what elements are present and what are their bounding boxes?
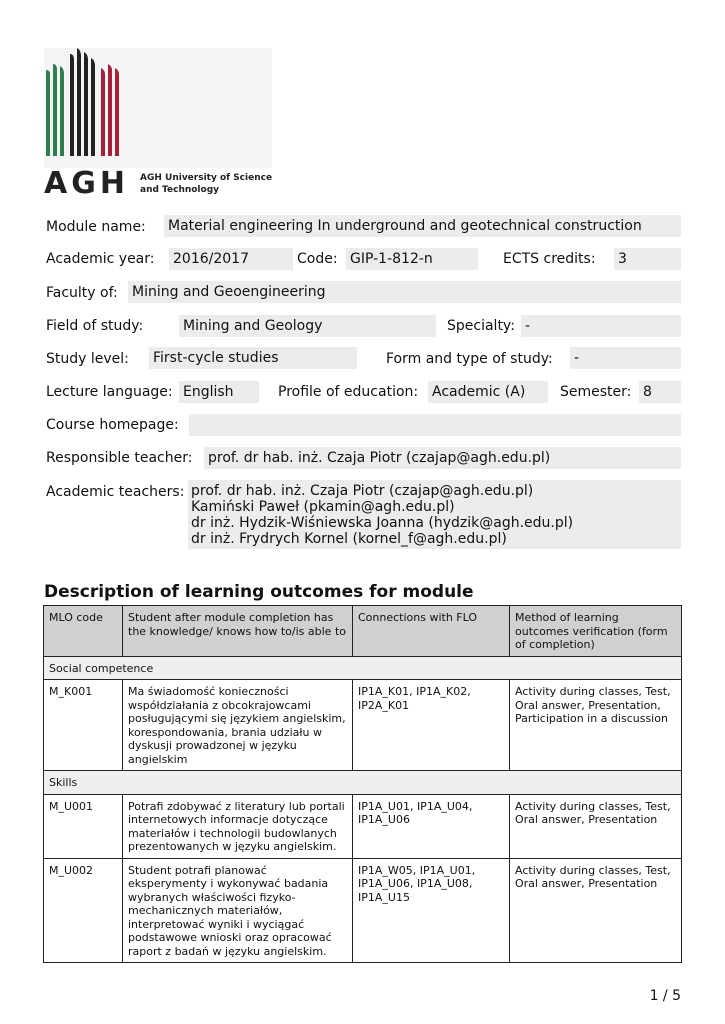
agh-logo	[44, 48, 274, 201]
section-title-cell: Social competence	[44, 656, 682, 680]
semester-value: 8	[639, 381, 681, 403]
page-number: 1 / 5	[649, 988, 681, 1004]
field-of-study-value: Mining and Geology	[179, 315, 436, 337]
section-title: Description of learning outcomes for module	[44, 582, 474, 602]
agh-emblem-icon	[44, 48, 124, 160]
table-section-row	[44, 771, 682, 795]
form-of-study-value: -	[570, 347, 681, 369]
study-level-value: First-cycle studies	[149, 347, 357, 369]
verification-cell: Activity during classes, Test, Oral answer, Presentation	[510, 858, 682, 963]
responsible-teacher-label: Responsible teacher:	[46, 450, 193, 466]
module-name-value: Material engineering In underground and geotechnical construction	[164, 215, 681, 237]
specialty-label: Specialty:	[447, 318, 515, 334]
description-cell: Potrafi zdobywać z literatury lub portali internetowych informacje dotyczące materiałów i technologii budowlanych prezentowanych w języku angielskim.	[123, 794, 353, 858]
verification-cell: Activity during classes, Test, Oral answer, Presentation, Participation in a discussion	[510, 680, 682, 771]
table-header-row	[44, 606, 682, 657]
academic-year-value: 2016/2017	[169, 248, 293, 270]
profile-value: Academic (A)	[428, 381, 548, 403]
academic-teachers-label: Academic teachers:	[46, 484, 185, 500]
academic-teachers-value	[188, 480, 681, 549]
logo-institution-name	[140, 172, 272, 196]
ects-value: 3	[614, 248, 681, 270]
table-section-row	[44, 656, 682, 680]
section-title-cell: Skills	[44, 771, 682, 795]
table-row	[44, 858, 682, 963]
semester-label: Semester:	[560, 384, 632, 400]
code-value: GIP-1-812-n	[346, 248, 478, 270]
table-row	[44, 680, 682, 771]
faculty-label: Faculty of:	[46, 285, 118, 301]
flo-cell: IP1A_W05, IP1A_U01, IP1A_U06, IP1A_U08, IP1A_U15	[353, 858, 510, 963]
module-name-label: Module name:	[46, 219, 146, 235]
responsible-teacher-value: prof. dr hab. inż. Czaja Piotr (czajap@agh.edu.pl)	[204, 447, 681, 469]
specialty-value: -	[521, 315, 681, 337]
learning-outcomes-table	[43, 605, 682, 963]
teacher-entry: prof. dr hab. inż. Czaja Piotr (czajap@agh.edu.pl)	[191, 483, 534, 499]
mlo-code-cell: M_U001	[44, 794, 123, 858]
form-of-study-label: Form and type of study:	[386, 351, 553, 367]
mlo-code-cell: M_K001	[44, 680, 123, 771]
logo-text-line2: and Technology	[140, 185, 220, 195]
lecture-language-value: English	[179, 381, 259, 403]
flo-cell: IP1A_U01, IP1A_U04, IP1A_U06	[353, 794, 510, 858]
verification-cell: Activity during classes, Test, Oral answer, Presentation	[510, 794, 682, 858]
table-row	[44, 794, 682, 858]
logo-letters: AGH	[44, 166, 129, 201]
column-header: Method of learning outcomes verification (form of completion)	[510, 606, 682, 657]
profile-label: Profile of education:	[278, 384, 419, 400]
column-header: Student after module completion has the knowledge/ knows how to/is able to	[123, 606, 353, 657]
teacher-entry: dr inż. Frydrych Kornel (kornel_f@agh.edu.pl)	[191, 531, 507, 547]
logo-text-line1: AGH University of Science	[140, 173, 273, 183]
faculty-value: Mining and Geoengineering	[128, 281, 681, 303]
course-homepage-value	[189, 414, 681, 436]
column-header: MLO code	[44, 606, 123, 657]
study-level-label: Study level:	[46, 351, 129, 367]
teacher-entry: Kamiński Paweł (pkamin@agh.edu.pl)	[191, 499, 455, 515]
code-label: Code:	[297, 251, 338, 267]
academic-year-label: Academic year:	[46, 251, 155, 267]
mlo-code-cell: M_U002	[44, 858, 123, 963]
description-cell: Student potrafi planować eksperymenty i wykonywać badania wybranych właściwości fizyko-mechanicznych materiałów, interpretować wyniki i wyciągać podstawowe wnioski oraz opracować raport z badań w języku angielskim.	[123, 858, 353, 963]
description-cell: Ma świadomość konieczności współdziałania z obcokrajowcami posługującymi się językiem angielskim, korespondowania, brania udziału w dyskusji prowadzonej w języku angielskim	[123, 680, 353, 771]
course-homepage-label: Course homepage:	[46, 417, 179, 433]
teacher-entry: dr inż. Hydzik-Wiśniewska Joanna (hydzik@agh.edu.pl)	[191, 515, 574, 531]
flo-cell: IP1A_K01, IP1A_K02, IP2A_K01	[353, 680, 510, 771]
column-header: Connections with FLO	[353, 606, 510, 657]
lecture-language-label: Lecture language:	[46, 384, 173, 400]
ects-label: ECTS credits:	[503, 251, 596, 267]
field-of-study-label: Field of study:	[46, 318, 144, 334]
